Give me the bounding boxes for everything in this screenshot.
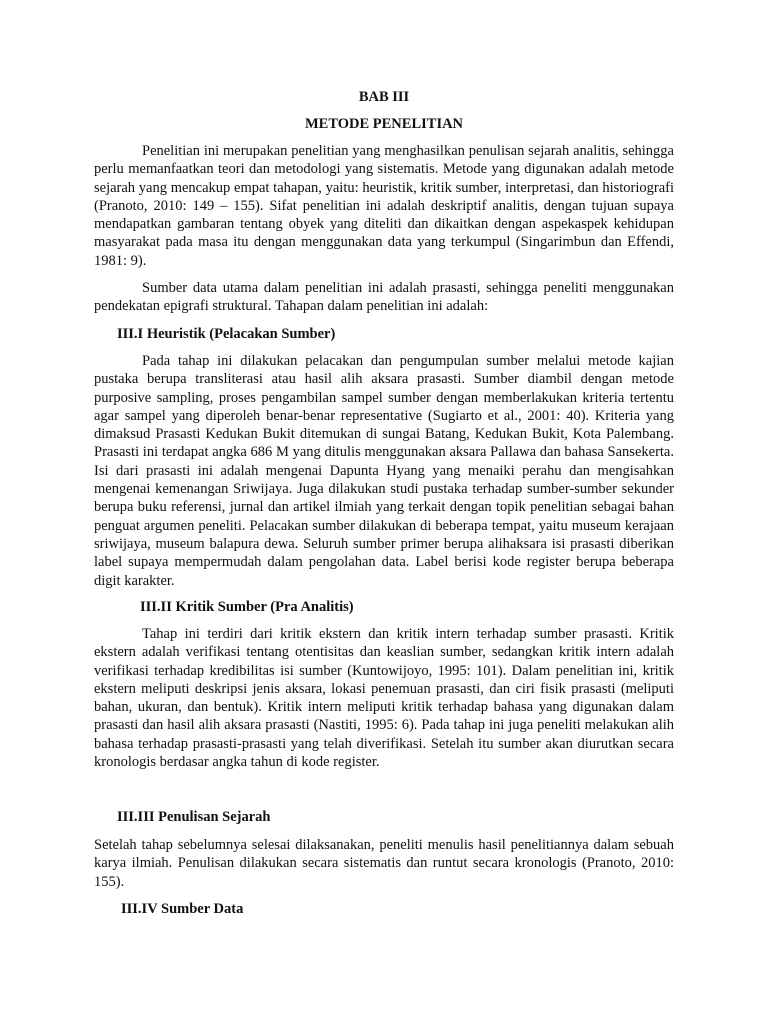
section-text-heuristik: Pada tahap ini dilakukan pelacakan dan pengumpulan sumber melalui metode kajian pustaka berupa transliterasi atau hasil alih aksara prasasti. Sumber diambil dengan metode purposive sampling, proses pengambilan sampel sumber dengan memberlakukan kriteria tertentu agar sampel yang diperoleh benar-benar representative (Sugiarto et al., 2001: 40). Kriteria yang dimaksud Prasasti Kedukan Bukit ditemukan di sungai Batang, Kedukan Bukit, Kota Palembang. Prasasti ini terdapat angka 686 M yang ditulis menggunakan aksara Pallawa dan bahasa Sansekerta. Isi dari prasasti ini adalah mengenai Dapunta Hyang yang menaiki perahu dan mengisahkan mengenai kemenangan Sriwijaya. Juga dilakukan studi pustaka terhadap sumber-sumber sekunder berupa buku referensi, jurnal dan artikel ilmiah yang terkait dengan topik penelitian sebagai bahan penguat argumen peneliti. Pelacakan sumber dilakukan di beberapa tempat, yaitu museum kerajaan sriwijaya, museum balapura dewa. Seluruh sumber primer berupa alihaksara isi prasasti diberikan label supaya mempermudah dalam pengolahan data. Label berisi kode register berupa beberapa digit karakter. <box>94 353 674 589</box>
section-heading-sumber-data: III.IV Sumber Data <box>121 901 244 917</box>
source-paragraph: Sumber data utama dalam penelitian ini adalah prasasti, sehingga peneliti menggunakan pendekatan epigrafi struktural. Tahapan dalam penelitian ini adalah: <box>94 280 674 315</box>
section-heading-kritik-sumber: III.II Kritik Sumber (Pra Analitis) <box>140 599 354 615</box>
intro-paragraph: Penelitian ini merupakan penelitian yang menghasilkan penulisan sejarah analitis, sehingga perlu memanfaatkan teori dan metodologi yang sistematis. Metode yang digunakan adalah metode sejarah yang mencakup empat tahapan, yaitu: heuristik, kritik sumber, interpretasi, dan historiografi (Pranoto, 2010: 149 – 155). Sifat penelitian ini adalah deskriptif analitis, dengan tujuan supaya mendapatkan gambaran tentang obyek yang diteliti dan dikaitkan dengan aspekaspek kehidupan masyarakat pada masa itu dengan menggunakan data yang terkumpul (Singarimbun dan Effendi, 1981: 9). <box>94 143 674 269</box>
section-text-kritik-sumber: Tahap ini terdiri dari kritik ekstern dan kritik intern terhadap sumber prasasti. Kritik ekstern adalah verifikasi tentang otentisitas dan keaslian sumber, sedangkan kritik intern adalah verifikasi terhadap kredibilitas isi sumber (Kuntowijoyo, 1995: 101). Dalam penelitian ini, kritik ekstern meliputi deskripsi jenis aksara, lokasi penemuan prasasti, dan ciri fisik prasasti (meliputi bahan, ukuran, dan bentuk). Kritik intern meliputi kritik terhadap bahasa yang digunakan dalam prasasti dan hasil alih aksara prasasti (Nastiti, 1995: 6). Pada tahap ini juga peneliti melakukan alih bahasa terhadap prasasti-prasasti yang telah diverifikasi. Setelah itu sumber akan diurutkan secara kronologis berdasar angka tahun di kode register. <box>94 626 674 771</box>
section-heading-penulisan-sejarah: III.III Penulisan Sejarah <box>117 809 271 825</box>
chapter-title: METODE PENELITIAN <box>304 116 464 132</box>
chapter-label: BAB III <box>358 89 410 105</box>
section-heading-heuristik: III.I Heuristik (Pelacakan Sumber) <box>117 326 336 342</box>
section-text-penulisan-sejarah: Setelah tahap sebelumnya selesai dilaksanakan, peneliti menulis hasil penelitiannya dalam sebuah karya ilmiah. Penulisan dilakukan secara sistematis dan runtut secara kronologis (Pranoto, 2010: 155). <box>94 837 674 890</box>
